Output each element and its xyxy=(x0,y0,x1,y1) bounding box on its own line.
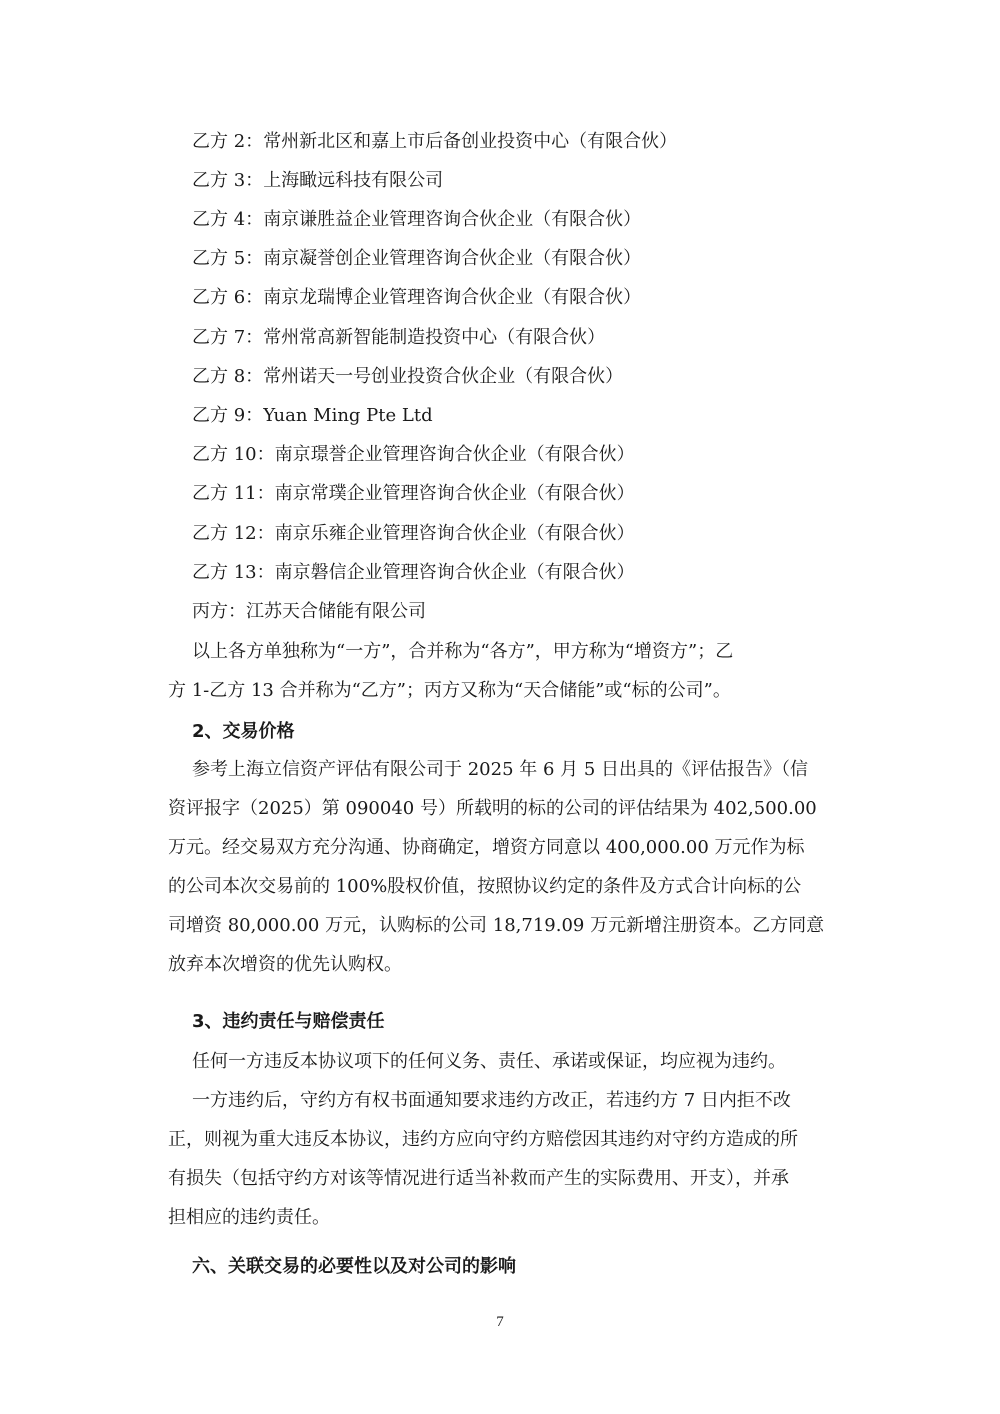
party-line xyxy=(192,208,872,232)
party-name: 南京磐信企业管理咨询合伙企业（有限合伙） xyxy=(274,562,635,583)
breach-paragraph-2 xyxy=(168,1081,832,1237)
party-line xyxy=(192,561,872,585)
party-label: 乙方 7： xyxy=(192,327,264,348)
section-heading: 3、违约责任与赔偿责任 xyxy=(192,1011,385,1032)
party-name: 南京常璞企业管理咨询合伙企业（有限合伙） xyxy=(274,483,635,504)
party-label: 乙方 5： xyxy=(192,248,264,269)
party-name: 上海瞰远科技有限公司 xyxy=(263,170,444,191)
party-label: 乙方 3： xyxy=(192,170,264,191)
party-name: 南京龙瑞博企业管理咨询合伙企业（有限合伙） xyxy=(263,287,642,308)
party-line xyxy=(192,443,872,467)
paragraph-line: 方 1-乙方 13 合并称为“乙方”；丙方又称为“天合储能”或“标的公司”。 xyxy=(168,680,731,701)
party-name: 南京璟誉企业管理咨询合伙企业（有限合伙） xyxy=(274,444,635,465)
breach-paragraph-1 xyxy=(192,1042,832,1081)
price-paragraph xyxy=(168,750,832,984)
paragraph-line: 正，则视为重大违反本协议，违约方应向守约方赔偿因其违约对守约方造成的所 xyxy=(168,1129,798,1150)
party-line xyxy=(192,365,872,389)
party-line xyxy=(192,522,872,546)
party-label: 乙方 11： xyxy=(192,483,275,504)
party-line xyxy=(192,247,872,271)
page-number: 7 xyxy=(496,1314,504,1330)
party-line xyxy=(192,482,872,506)
definitions-paragraph xyxy=(168,632,832,710)
paragraph-line: 放弃本次增资的优先认购权。 xyxy=(168,954,402,975)
party-line xyxy=(192,326,872,350)
party-line xyxy=(192,404,872,428)
party-name: 南京凝誉创企业管理咨询合伙企业（有限合伙） xyxy=(263,248,642,269)
paragraph-line: 担相应的违约责任。 xyxy=(168,1207,330,1228)
paragraph-line: 一方违约后，守约方有权书面通知要求违约方改正，若违约方 7 日内拒不改 xyxy=(192,1090,791,1111)
party-line xyxy=(192,130,872,154)
party-line xyxy=(192,286,872,310)
paragraph-line: 司增资 80,000.00 万元，认购标的公司 18,719.09 万元新增注册资本。乙方同意 xyxy=(168,915,825,936)
party-label: 乙方 6： xyxy=(192,287,264,308)
section-heading: 2、交易价格 xyxy=(192,721,295,742)
party-label: 乙方 2： xyxy=(192,131,264,152)
party-name: 常州常高新智能制造投资中心（有限合伙） xyxy=(263,327,606,348)
party-label: 乙方 10： xyxy=(192,444,275,465)
party-label: 乙方 9： xyxy=(192,405,264,426)
paragraph-line: 参考上海立信资产评估有限公司于 2025 年 6 月 5 日出具的《评估报告》（信 xyxy=(192,759,809,780)
paragraph-line: 任何一方违反本协议项下的任何义务、责任、承诺或保证，均应视为违约。 xyxy=(192,1051,786,1072)
party-label: 乙方 13： xyxy=(192,562,275,583)
paragraph-line: 以上各方单独称为“一方”，合并称为“各方”，甲方称为“增资方”；乙 xyxy=(192,641,734,662)
party-name: Yuan Ming Pte Ltd xyxy=(263,405,433,426)
party-name: 南京乐雍企业管理咨询合伙企业（有限合伙） xyxy=(274,523,635,544)
party-name: 常州诺天一号创业投资合伙企业（有限合伙） xyxy=(263,366,624,387)
paragraph-line: 万元。经交易双方充分沟通、协商确定，增资方同意以 400,000.00 万元作为标 xyxy=(168,837,805,858)
section-heading: 六、关联交易的必要性以及对公司的影响 xyxy=(192,1256,516,1277)
paragraph-line: 的公司本次交易前的 100%股权价值，按照协议约定的条件及方式合计向标的公 xyxy=(168,876,802,897)
party-line xyxy=(192,169,872,193)
paragraph-line: 有损失（包括守约方对该等情况进行适当补救而产生的实际费用、开支），并承 xyxy=(168,1168,789,1189)
party-name: 南京谦胜益企业管理咨询合伙企业（有限合伙） xyxy=(263,209,642,230)
party-label: 乙方 8： xyxy=(192,366,264,387)
party-label: 乙方 12： xyxy=(192,523,275,544)
party-name: 江苏天合储能有限公司 xyxy=(246,601,426,622)
party-name: 常州新北区和嘉上市后备创业投资中心（有限合伙） xyxy=(263,131,678,152)
party-line xyxy=(192,600,872,624)
party-label: 乙方 4： xyxy=(192,209,264,230)
party-label: 丙方： xyxy=(192,601,246,622)
paragraph-line: 资评报字（2025）第 090040 号）所载明的标的公司的评估结果为 402,500.00 xyxy=(168,798,817,819)
